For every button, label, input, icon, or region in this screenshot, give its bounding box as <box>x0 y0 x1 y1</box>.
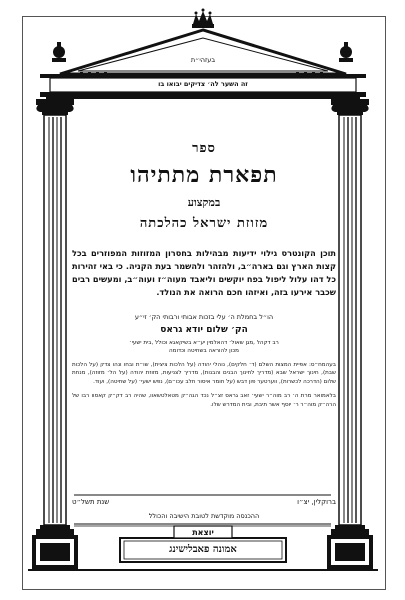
dedication: ההכנסה מוקדשת לטובת הישיבה והכולל <box>148 512 260 520</box>
author-name: הק׳ שלום יודא גראס <box>160 325 248 335</box>
author-position <box>72 339 336 355</box>
banner-verse: זה השער לה׳ צדיקים יבואו בו <box>158 80 248 88</box>
author-intro: הו״ל בחמלת ה׳ עלי בזכות אבותי ורבותי הק׳ זי״ע <box>134 313 274 321</box>
author-position-line2: מכון להוראה בשחיטה וכדומה <box>169 348 239 354</box>
publisher-label: יוצאת <box>192 528 214 537</box>
description: תוכן הקונטרס גילוי ידיעות מבהילות בחסרון המזוזות המפוזרים בכל קצות הארץ וגם בארה״ב, ולהזהר ולהשמר בעת הקניה. כי באי זהירות כל דהו עלול ליפול בפח יוקשים וליאבד מעוה״ז ועוה״ב, ומעשים רבים שכבר אירעו בזה, ואיזהו חכם הרואה את הנולד. <box>72 248 336 297</box>
author-position-line1: רב דקהל ,מגן שאול׳ דהאלמין יע״א בשיקאגא וכולל ,בית ישעי׳ <box>129 340 279 346</box>
column-left <box>44 115 66 525</box>
bsd-header: בעזהי״ת <box>190 56 216 64</box>
capital-right <box>331 99 369 115</box>
place: ברוקלין, יצ״ו <box>297 498 336 506</box>
book-title: תפארת מתתיהו <box>130 162 278 188</box>
dateline <box>72 498 336 506</box>
publisher-name: אמונה פאבלישינג <box>169 544 237 555</box>
base-left <box>32 525 78 569</box>
urn-right-icon <box>339 42 353 62</box>
sefer-label: ספר <box>192 141 216 156</box>
pediment <box>60 30 346 75</box>
column-right <box>339 115 361 525</box>
crown-icon <box>192 9 214 29</box>
subtitle-topic: מזוזת ישראל כהלכתה <box>139 216 269 231</box>
address-note: בלאמואר מרת ה׳ רב מוה״ר ישעי׳ זאב גראס זצ״ל נכד הגה״ק מטאלטשאוו, שהיה רב דק״ק קאסוו רבו של הרה״ק מוה״ר ר׳ יוסף אשר תיבת, ובית המדרש שלו. <box>72 393 336 408</box>
capital-left <box>36 99 74 115</box>
subtitle: במקצוע <box>187 196 221 209</box>
main-content <box>72 120 336 409</box>
author-works: בעהמח״ס: אפיית המצות השלם (ד׳ חלקים), נוהלי יהודה (על הלכות ציצית), שו״ת ובחו ונהו צדק (על הלכות שבת), חינוך ישראל שבא (מדריך לחינוך הבנים והבנות), מדריך לצניעות, מזוזת יהודה (על הל׳ מזוזה), מנחת שלום (הדרכה לכשרות), ווערטער פון דבש (על חומר איסור חלב עכו״ם), נפש ישעי׳ (על שחיטה), ועוד. <box>72 362 336 385</box>
base-right <box>327 525 373 569</box>
urn-left-icon <box>52 42 66 62</box>
year: שנת תשל״ט <box>72 498 110 506</box>
